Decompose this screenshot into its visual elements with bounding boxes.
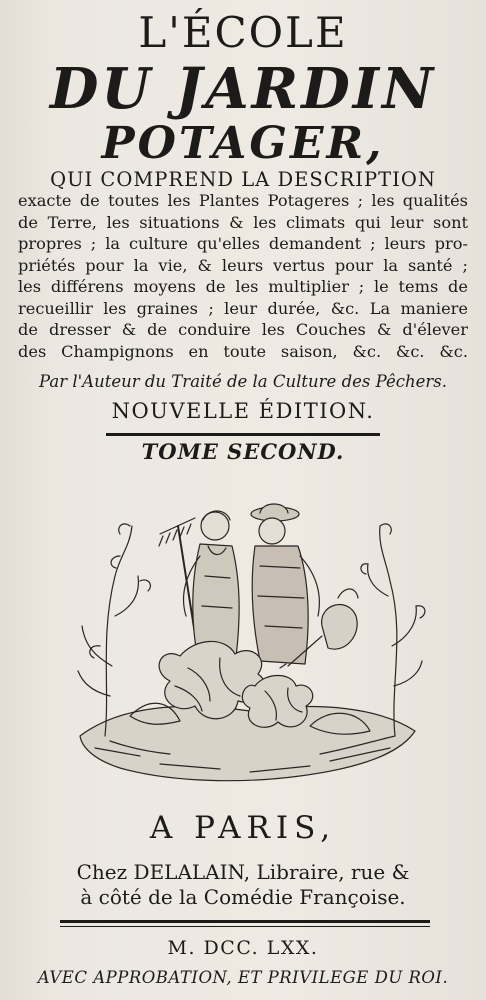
description-line: exacte de toutes les Plantes Potageres ; les qualités <box>18 191 468 210</box>
gardeners-vignette-icon <box>60 486 440 796</box>
title-line-1: L'ÉCOLE <box>138 8 348 57</box>
double-rule-thick <box>60 920 430 923</box>
description-line: les différens moyens de les multiplier ; le tems de <box>18 277 468 296</box>
description-line: de dresser & de conduire les Couches & d'élever <box>18 320 468 339</box>
title-line-2: DU JARDIN <box>49 56 437 122</box>
publisher-line-1: Chez DELALAIN, Libraire, rue & <box>76 860 410 884</box>
description-line: priétés pour la vie, & leurs vertus pour la santé ; <box>18 255 468 275</box>
volume-line: TOME SECOND. <box>141 439 345 464</box>
date-line: M. DCC. LXX. <box>167 937 319 959</box>
edition-line: NOUVELLE ÉDITION. <box>111 399 375 423</box>
author-line: Par l'Auteur du Traité de la Culture des Pêchers. <box>39 372 447 391</box>
description-line: propres ; la culture qu'elles demandent ; leurs pro- <box>18 234 468 253</box>
description-line: de Terre, les situations & les climats qui leur sont <box>18 212 468 232</box>
description-line: recueillir les graines ; leur durée, &c. La maniere <box>18 298 468 318</box>
subtitle-line: QUI COMPREND LA DESCRIPTION <box>50 168 436 191</box>
privilege-line: AVEC APPROBATION, ET PRIVILEGE DU ROI. <box>37 968 449 987</box>
city-line: A PARIS, <box>149 810 337 846</box>
double-rule-thin <box>60 926 430 927</box>
title-line-3: POTAGER, <box>101 118 385 169</box>
description-line: des Champignons en toute saison, &c. &c. &c. <box>18 341 468 361</box>
divider-rule <box>106 433 380 436</box>
description-block <box>18 190 468 362</box>
publisher-line-2: à côté de la Comédie Françoise. <box>80 885 406 909</box>
